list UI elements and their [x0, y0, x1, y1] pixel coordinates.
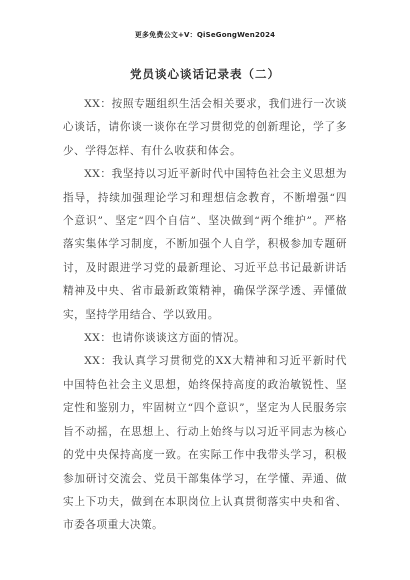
document-title: 党员谈心谈话记录表（二）	[130, 67, 280, 81]
paragraph-answer-1: XX：我坚持以习近平新时代中国特色社会主义思想为指导，持续加强理论学习和理想信念教育，不断增强“四个意识”、坚定“四个自信”、坚决做到“两个维护”。严格落实集体学习制度，不断加强个人自学，积极参加专题研讨，及时跟进学习党的最新理论、习近平总书记最新讲话精神及中央、省市最新政策精神，确保学深学透、弄懂做实，坚持学用结合、学以致用。	[63, 168, 347, 321]
paragraph-answer-2: XX：我认真学习贯彻党的XX大精神和习近平新时代中国特色社会主义思想，始终保持高度的政治敏锐性、坚定性和鉴别力，牢固树立“四个意识”，坚定为人民服务宗旨不动摇，在思想上、行动上始终与以习近平同志为核心的党中央保持高度一致。在实际工作中我带头学习，积极参加研讨交流会、党员干部集体学习，在学懂、弄通、做实上下功夫，做到在本职岗位上认真贯彻落实中央和省、市委各项重大决策。	[63, 355, 347, 532]
header-note: 更多免费公文+V：QiSeGongWen2024	[134, 31, 276, 39]
document-body	[63, 93, 347, 538]
paragraph-question-2: XX：也请你谈谈这方面的情况。	[84, 332, 246, 345]
paragraph-question-1: XX：按照专题组织生活会相关要求，我们进行一次谈心谈话，请你谈一谈你在学习贯彻党的创新理论，学了多少、学得怎样、有什么收获和体会。	[63, 98, 347, 157]
